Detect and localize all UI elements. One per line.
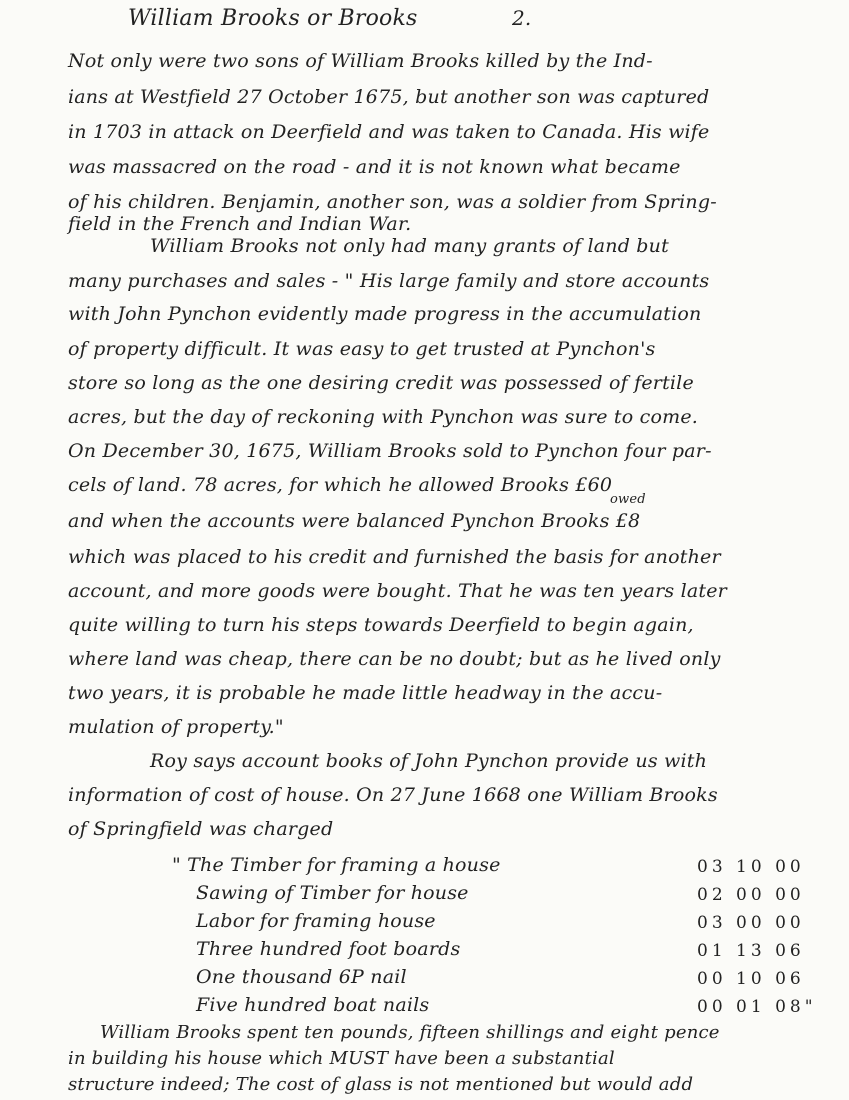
text-line: William Brooks spent ten pounds, fifteen shillings and eight pence (100, 1022, 720, 1043)
page-title: William Brooks or Brooks (128, 6, 418, 31)
ledger-item: Three hundred foot boards (196, 938, 461, 960)
ledger-item: Labor for framing house (196, 910, 436, 932)
ledger-amount: 01 13 06 (697, 941, 805, 961)
text-line: in building his house which MUST have been a substantial (68, 1048, 615, 1069)
ledger-amount: 02 00 00 (697, 885, 805, 905)
text-line: cels of land. 78 acres, for which he allowed Brooks £60 (68, 474, 613, 496)
ledger-amount: 00 01 08" (697, 997, 817, 1017)
text-line: acres, but the day of reckoning with Pynchon was sure to come. (68, 406, 699, 428)
text-line: mulation of property." (68, 716, 284, 738)
ledger-item: Five hundred boat nails (196, 994, 430, 1016)
text-line: Not only were two sons of William Brooks killed by the Ind- (68, 50, 653, 72)
text-line: William Brooks not only had many grants of land but (150, 235, 669, 257)
ledger-item: Sawing of Timber for house (196, 882, 469, 904)
ledger-amount: 00 10 06 (697, 969, 805, 989)
text-line: with John Pynchon evidently made progress in the accumulation (68, 303, 702, 325)
text-line: and when the accounts were balanced Pynchon Brooks £8 (68, 510, 641, 532)
page-number: 2. (512, 6, 532, 30)
text-line: quite willing to turn his steps towards Deerfield to begin again, (68, 614, 694, 636)
text-line: account, and more goods were bought. That he was ten years later (68, 580, 727, 602)
text-line: of his children. Benjamin, another son, was a soldier from Spring- (68, 191, 717, 213)
text-line: information of cost of house. On 27 June 1668 one William Brooks (68, 784, 718, 806)
ledger-amount: 03 00 00 (697, 913, 805, 933)
text-line: of Springfield was charged (68, 818, 334, 840)
text-line: two years, it is probable he made little headway in the accu- (68, 682, 663, 704)
text-line: field in the French and Indian War. (68, 213, 412, 235)
ledger-amount: 03 10 00 (697, 857, 805, 877)
text-line: where land was cheap, there can be no doubt; but as he lived only (68, 648, 721, 670)
ledger-item: One thousand 6P nail (196, 966, 407, 988)
text-line: store so long as the one desiring credit was possessed of fertile (68, 372, 694, 394)
text-line: ians at Westfield 27 October 1675, but another son was captured (68, 86, 710, 108)
text-line: Roy says account books of John Pynchon provide us with (150, 750, 708, 772)
text-line: structure indeed; The cost of glass is not mentioned but would add (68, 1074, 694, 1095)
text-line: many purchases and sales - " His large family and store accounts (68, 270, 710, 292)
text-line: in 1703 in attack on Deerfield and was taken to Canada. His wife (68, 121, 710, 143)
text-line: On December 30, 1675, William Brooks sold to Pynchon four par- (68, 440, 712, 462)
interlinear-insertion: owed (610, 492, 646, 507)
text-line: was massacred on the road - and it is not known what became (68, 156, 681, 178)
ledger-item: " The Timber for framing a house (172, 854, 501, 876)
text-line: which was placed to his credit and furnished the basis for another (68, 546, 721, 568)
text-line: of property difficult. It was easy to get trusted at Pynchon's (68, 338, 656, 360)
